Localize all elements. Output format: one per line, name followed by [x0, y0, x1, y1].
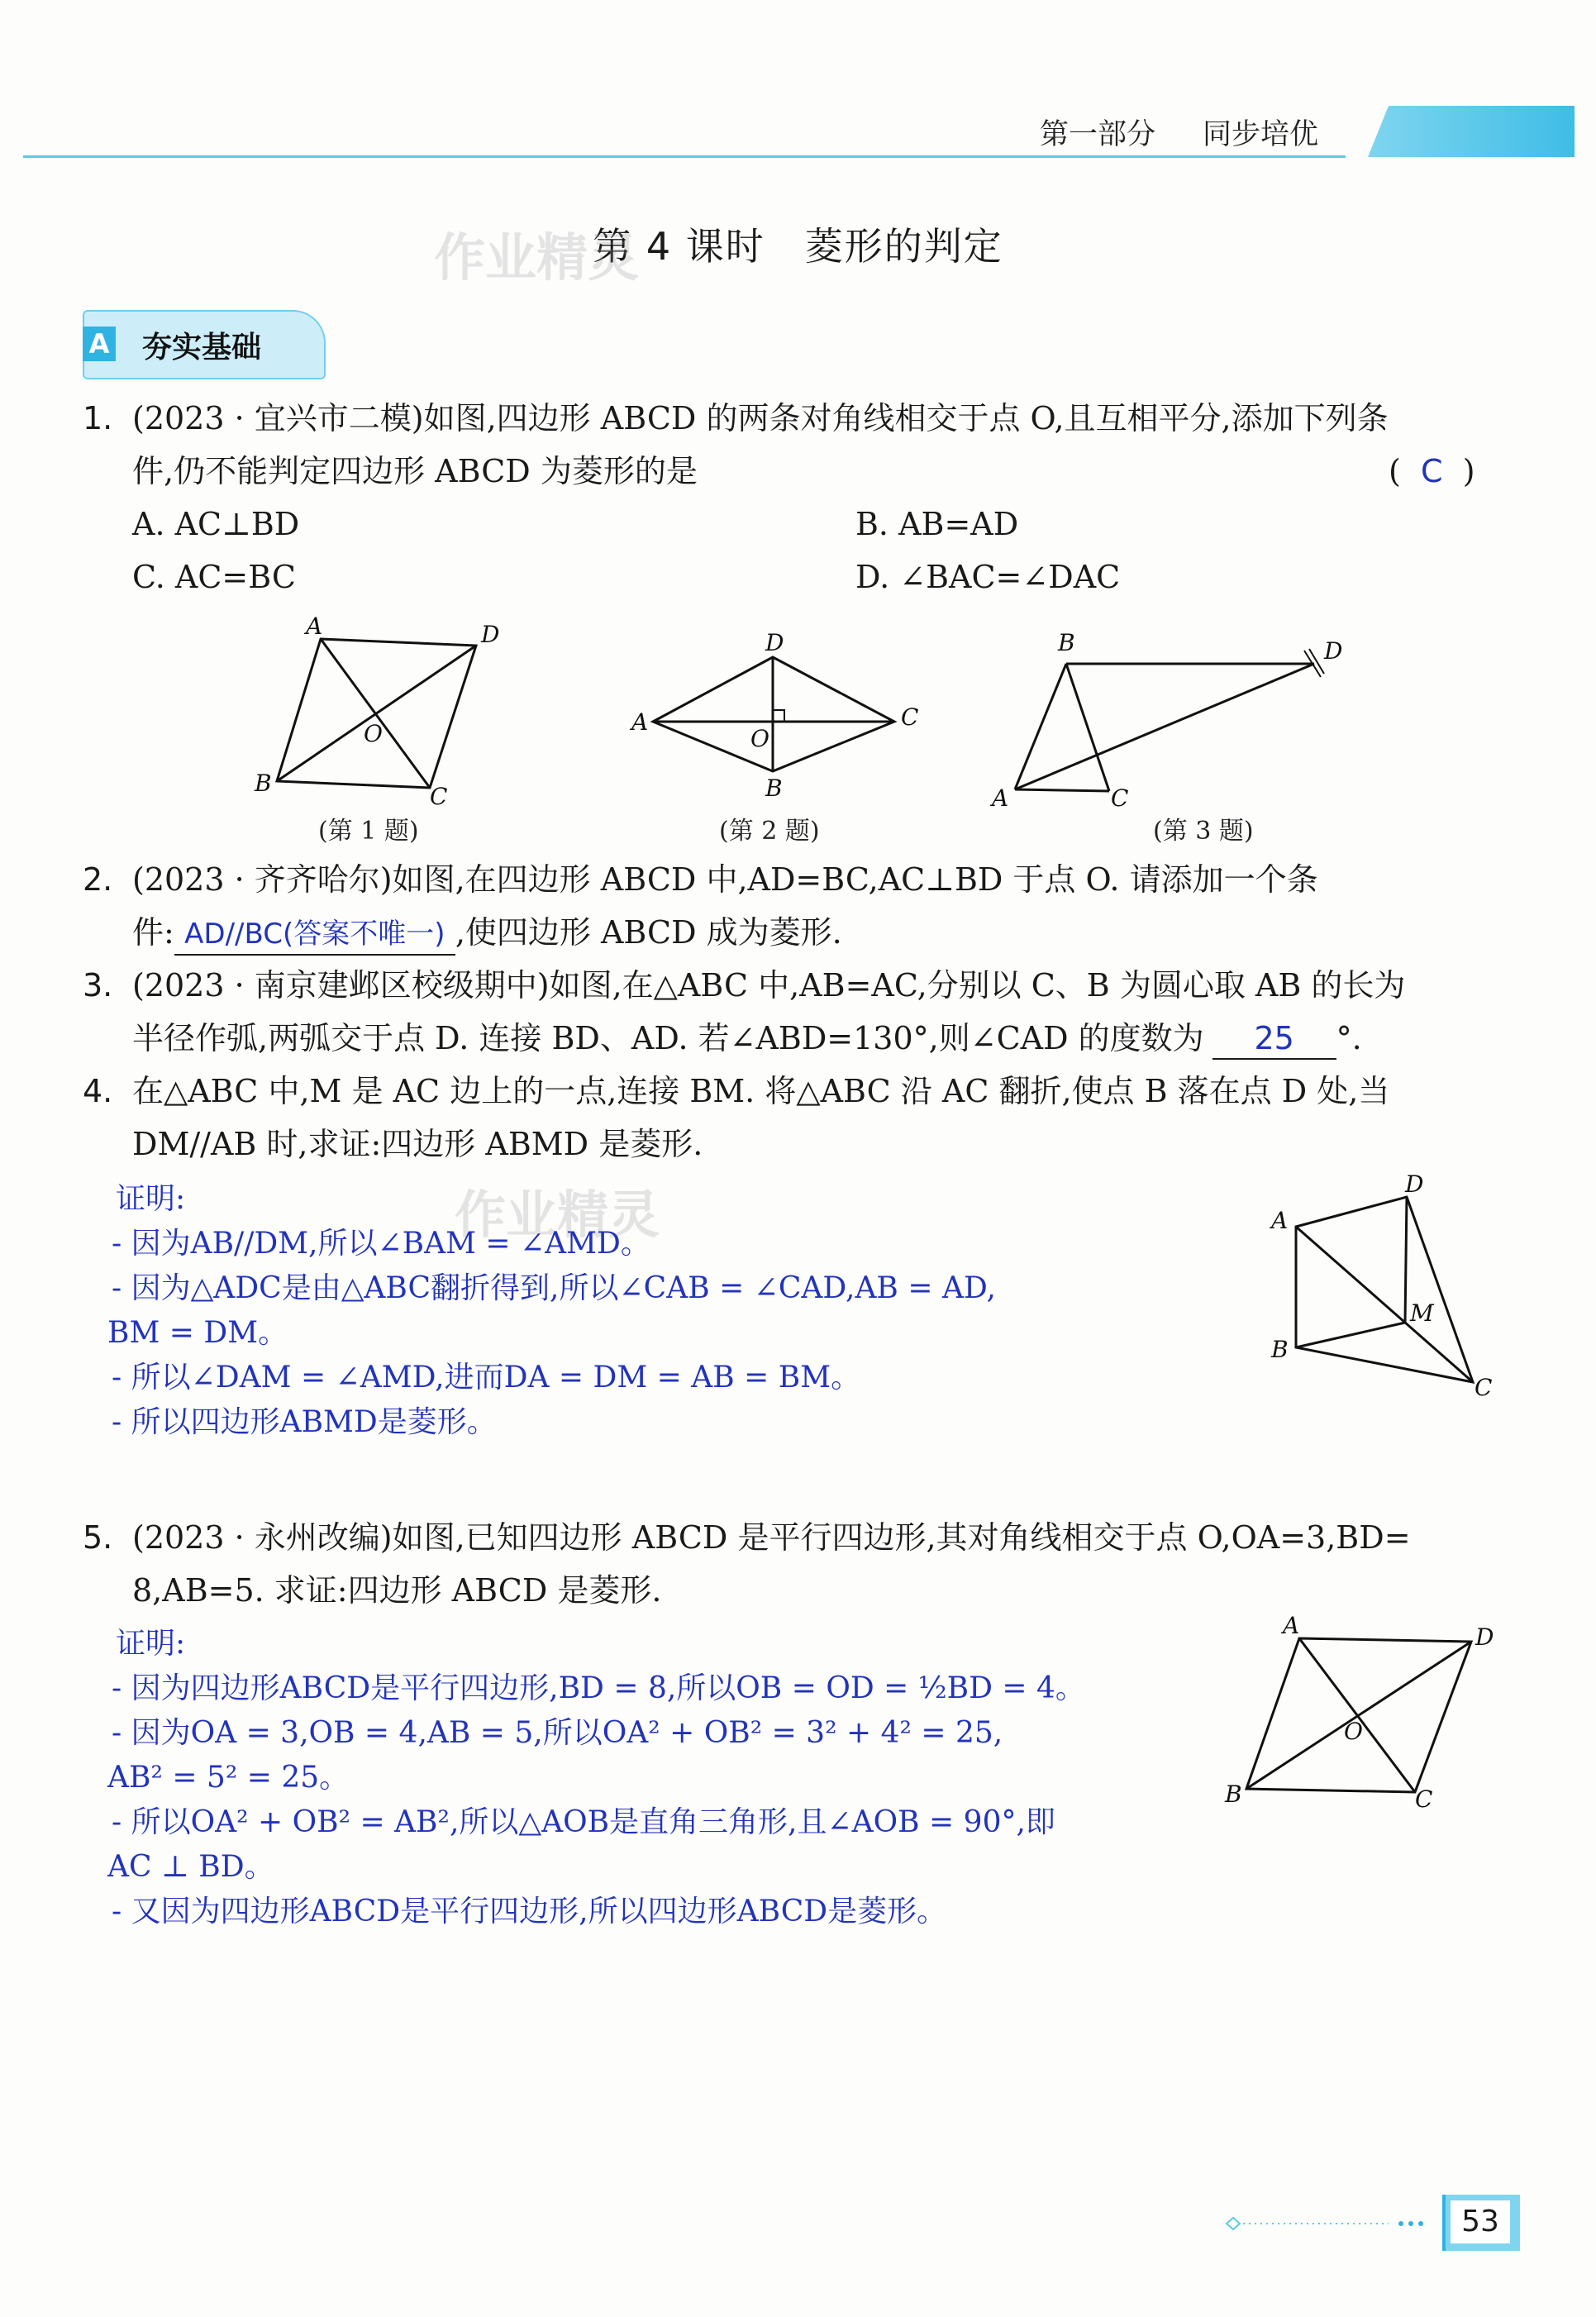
fig1-label-o: O: [364, 720, 383, 747]
q5-line2: 8,AB=5. 求证:四边形 ABCD 是菱形.: [132, 1572, 662, 1609]
fig5-label-c: C: [1415, 1785, 1433, 1810]
fig2-label-b: B: [765, 775, 783, 802]
fig2-right-angle: [773, 710, 784, 722]
footer-dots: [1223, 2215, 1438, 2232]
fig4-segment-bm: [1296, 1323, 1405, 1347]
fig2-caption: (第 2 题): [719, 817, 820, 846]
footer-dot-2: [1408, 2221, 1413, 2226]
q3-number: 3.: [83, 967, 113, 1004]
fig1-caption: (第 1 题): [318, 817, 419, 846]
fig1-diagonal-bd: [277, 646, 476, 781]
q1-option-c: C. AC=BC: [132, 559, 296, 595]
q1-line1: (2023 · 宜兴市二模)如图,四边形 ABCD 的两条对角线相交于点 O,且互相平分,添加下列条: [132, 400, 1389, 436]
header-rule: [23, 155, 1346, 158]
q5-proof-5: AC ⊥ BD。: [107, 1850, 274, 1884]
q1-answer-bracket: ( C ): [1389, 453, 1475, 489]
q4-number: 4.: [83, 1073, 113, 1109]
q4-proof-2: - 因为△ADC是由△ABC翻折得到,所以∠CAB = ∠CAD,AB = AD,: [112, 1271, 996, 1305]
q1-answer: C: [1420, 453, 1443, 489]
section-letter: A: [83, 327, 116, 361]
q5-number: 5.: [83, 1519, 113, 1556]
q5-proof-1: - 因为四边形ABCD是平行四边形,BD = 8,所以OB = OD = ½BD = 4。: [112, 1671, 1085, 1705]
fig4-label-c: C: [1475, 1374, 1493, 1401]
q5-proof-3: AB² = 5² = 25。: [107, 1761, 350, 1795]
fig1-label-b: B: [255, 770, 272, 797]
fig3-segment-bc: [1066, 664, 1109, 791]
q3-line1: (2023 · 南京建邺区校级期中)如图,在△ABC 中,AB=AC,分别以 C、B 为圆心取 AB 的长为: [132, 967, 1406, 1004]
fig3-label-b: B: [1058, 629, 1075, 656]
fig3-label-c: C: [1111, 784, 1129, 812]
fig1-label-d: D: [481, 621, 500, 648]
q2-number: 2.: [83, 861, 113, 898]
fig3-segment-ac: [1015, 789, 1109, 791]
figure-3: [1015, 649, 1324, 791]
footer-dot-1: [1398, 2221, 1403, 2226]
q2-prefix: 件:: [132, 914, 174, 951]
fig4-label-b: B: [1271, 1336, 1289, 1363]
footer-dot-3: [1418, 2221, 1423, 2226]
fig4-segment-dm: [1405, 1197, 1407, 1323]
q1-line2: 件,仍不能判定四边形 ABCD 为菱形的是: [132, 453, 698, 489]
page-title: 第 4 课时 菱形的判定: [593, 224, 1003, 269]
q4-proof-3: BM = DM。: [107, 1316, 288, 1350]
fig5-diagonal-bd: [1246, 1642, 1471, 1789]
fig2-label-d: D: [765, 629, 784, 656]
q5-proof-6: - 又因为四边形ABCD是平行四边形,所以四边形ABCD是菱形。: [112, 1895, 947, 1928]
fig5-label-a: A: [1283, 1612, 1300, 1639]
q3-degree: °.: [1336, 1020, 1362, 1056]
fig3-label-a: A: [992, 784, 1009, 812]
q3-line2-text: 半径作弧,两弧交于点 D. 连接 BD、AD. 若∠ABD=130°,则∠CAD 的度数为: [132, 1020, 1204, 1056]
q5-proof-2: - 因为OA = 3,OB = 4,AB = 5,所以OA² + OB² = 3² + 4² = 25,: [112, 1716, 1003, 1750]
fig4-label-d: D: [1405, 1174, 1424, 1198]
q4-line1: 在△ABC 中,M 是 AC 边上的一点,连接 BM. 将△ABC 沿 AC 翻折,使点 B 落在点 D 处,当: [132, 1073, 1390, 1109]
fig4-label-m: M: [1410, 1299, 1434, 1327]
fig4-outline: [1296, 1197, 1473, 1382]
q1-number: 1.: [83, 400, 113, 436]
header-section: 同步培优: [1203, 118, 1319, 151]
q2-answer: AD//BC(答案不唯一): [174, 914, 455, 956]
section-title: 夯实基础: [142, 331, 262, 365]
q3-answer: 25: [1212, 1018, 1336, 1060]
q4-proof-1: - 因为AB//DM,所以∠BAM = ∠AMD。: [112, 1227, 650, 1261]
header-decoration: [1368, 106, 1575, 157]
fig5-label-d: D: [1475, 1623, 1494, 1651]
q3-line2: [132, 1018, 1362, 1060]
watermark: 作业精灵: [434, 227, 640, 288]
q2-suffix: ,使四边形 ABCD 成为菱形.: [455, 914, 842, 951]
figure-2: [653, 657, 894, 771]
fig3-caption: (第 3 题): [1153, 817, 1254, 846]
q1-option-b: B. AB=AD: [855, 506, 1019, 542]
fig2-label-c: C: [901, 703, 919, 731]
q4-proof-4: - 所以∠DAM = ∠AMD,进而DA = DM = AB = BM。: [112, 1361, 861, 1394]
header-part: 第一部分: [1040, 118, 1156, 151]
fig2-label-o: O: [750, 725, 769, 752]
page-number: 53: [1451, 2200, 1510, 2243]
q5-proof-0: 证明:: [116, 1627, 186, 1661]
fig2-label-a: A: [631, 708, 649, 736]
figure-1: [277, 639, 476, 788]
figure-4: [1256, 1174, 1504, 1405]
q4-proof-0: 证明:: [116, 1182, 186, 1216]
q2-line1: (2023 · 齐齐哈尔)如图,在四边形 ABCD 中,AD=BC,AC⊥BD 于点 O. 请添加一个条: [132, 861, 1318, 898]
fig5-label-b: B: [1225, 1781, 1242, 1808]
q1-option-d: D. ∠BAC=∠DAC: [855, 559, 1121, 595]
q2-line2: [132, 913, 842, 956]
q4-line2: DM//AB 时,求证:四边形 ABMD 是菱形.: [132, 1126, 703, 1162]
q4-proof-5: - 所以四边形ABMD是菱形。: [112, 1405, 497, 1439]
fig5-label-o: O: [1344, 1718, 1363, 1745]
fig3-label-d: D: [1324, 637, 1343, 665]
q5-proof-4: - 所以OA² + OB² = AB²,所以△AOB是直角三角形,且∠AOB = 90°,即: [112, 1805, 1055, 1839]
watermark-2: 作业精灵: [455, 1185, 660, 1245]
q5-line1: (2023 · 永州改编)如图,已知四边形 ABCD 是平行四边形,其对角线相交于点 O,OA=3,BD=: [132, 1519, 1411, 1556]
fig4-label-a: A: [1271, 1207, 1289, 1234]
figure-5: [1223, 1612, 1504, 1810]
fig1-label-c: C: [430, 783, 448, 810]
q1-option-a: A. AC⊥BD: [132, 506, 300, 542]
fig1-label-a: A: [306, 613, 323, 640]
footer-diamond-icon: [1227, 2218, 1240, 2229]
